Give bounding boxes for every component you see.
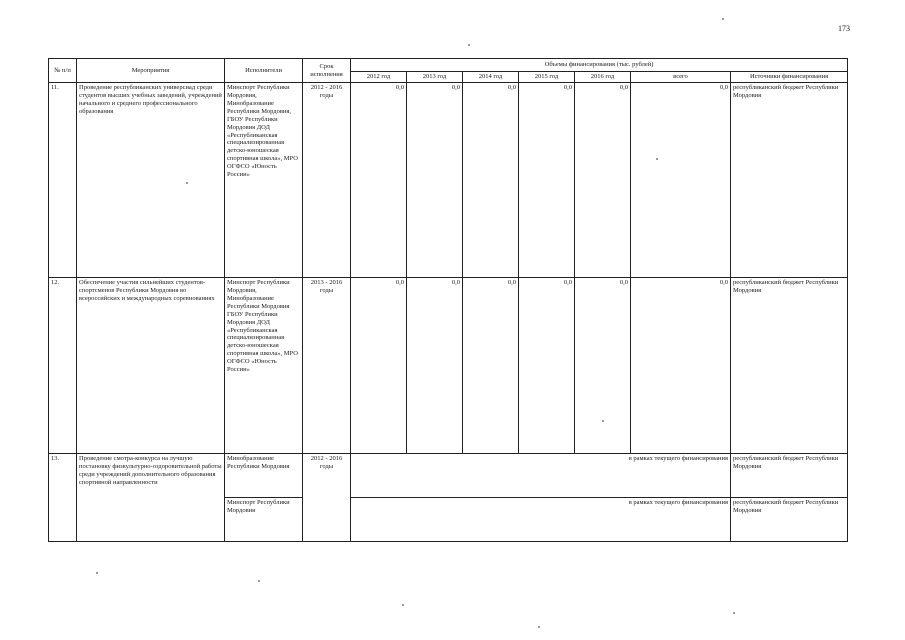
- funding-note-cell: в рамках текущего финансирования: [351, 498, 731, 542]
- source-cell: республиканский бюджет Республики Мордовия: [731, 83, 848, 278]
- executors-cell: Минспорт Республики Мордовия, Минобразование Республики Мордовия ГБОУ Республики Мордовия ДОД «Республиканская специализированная детско-юношеская спортивная школа», МРО ОГФСО «Юность России»: [225, 278, 303, 454]
- scan-speck: [468, 44, 470, 46]
- table-row: [49, 278, 848, 454]
- source-cell: республиканский бюджет Республики Мордовия: [731, 454, 848, 498]
- header-year-2012: 2012 год: [351, 72, 407, 83]
- header-term: Срок исполнения: [303, 59, 351, 83]
- scan-speck: [538, 626, 540, 628]
- header-year-2013: 2013 год: [407, 72, 463, 83]
- funding-note-cell: в рамках текущего финансирования: [351, 454, 731, 498]
- row-number: 13.: [49, 454, 77, 542]
- event-cell: Проведение республиканских универсиад среди студентов высших учебных заведений, учреждений начального и среднего профессионального образования: [77, 83, 225, 278]
- page-number: 173: [838, 24, 850, 33]
- value-2015-cell: 0,0: [519, 83, 575, 278]
- executors-cell: Минспорт Республики Мордовия: [225, 498, 303, 542]
- table-row: [49, 454, 848, 498]
- scan-speck: [258, 580, 260, 582]
- value-2014-cell: 0,0: [463, 278, 519, 454]
- row-number: 11.: [49, 83, 77, 278]
- value-2013-cell: 0,0: [407, 83, 463, 278]
- value-2013-cell: 0,0: [407, 278, 463, 454]
- scan-speck: [656, 158, 658, 160]
- value-2016-cell: 0,0: [575, 83, 631, 278]
- scan-speck: [186, 182, 188, 184]
- scan-speck: [602, 420, 604, 422]
- executors-cell: Минспорт Республики Мордовия, Минобразование Республики Мордовия, ГБОУ Республики Мордовия ДОД «Республиканская специализированная детско-юношеская спортивная школа», МРО ОГФСО «Юность России»: [225, 83, 303, 278]
- scan-speck: [722, 18, 724, 20]
- header-total: всего: [631, 72, 731, 83]
- event-cell: Проведение смотра-конкурса на лучшую постановку физкультурно-оздоровительной работы среди учреждений дополнительного образования спортивной направленности: [77, 454, 225, 542]
- header-year-2016: 2016 год: [575, 72, 631, 83]
- executors-cell: Минобразование Республики Мордовия: [225, 454, 303, 498]
- total-cell: 0,0: [631, 83, 731, 278]
- funding-plan-table: [48, 58, 848, 542]
- header-funding: Объемы финансирования (тыс. рублей): [351, 59, 848, 72]
- value-2015-cell: 0,0: [519, 278, 575, 454]
- value-2012-cell: 0,0: [351, 83, 407, 278]
- table-row: [49, 83, 848, 278]
- source-cell: республиканский бюджет Республики Мордовия: [731, 278, 848, 454]
- scan-speck: [733, 612, 735, 614]
- value-2014-cell: 0,0: [463, 83, 519, 278]
- event-cell: Обеспечение участия сильнейших студентов-спортсменов Республики Мордовия во всероссийских и международных соревнованиях: [77, 278, 225, 454]
- term-cell: 2012 - 2016 годы: [303, 454, 351, 542]
- header-event: Мероприятия: [77, 59, 225, 83]
- term-cell: 2012 - 2016 годы: [303, 83, 351, 278]
- total-cell: 0,0: [631, 278, 731, 454]
- header-executors: Исполнители: [225, 59, 303, 83]
- header-num: № п/п: [49, 59, 77, 83]
- scan-speck: [402, 604, 404, 606]
- row-number: 12.: [49, 278, 77, 454]
- header-source: Источники финансирования: [731, 72, 848, 83]
- header-year-2015: 2015 год: [519, 72, 575, 83]
- value-2012-cell: 0,0: [351, 278, 407, 454]
- scan-speck: [96, 572, 98, 574]
- header-year-2014: 2014 год: [463, 72, 519, 83]
- value-2016-cell: 0,0: [575, 278, 631, 454]
- source-cell: республиканский бюджет Республики Мордовия: [731, 498, 848, 542]
- term-cell: 2013 - 2016 годы: [303, 278, 351, 454]
